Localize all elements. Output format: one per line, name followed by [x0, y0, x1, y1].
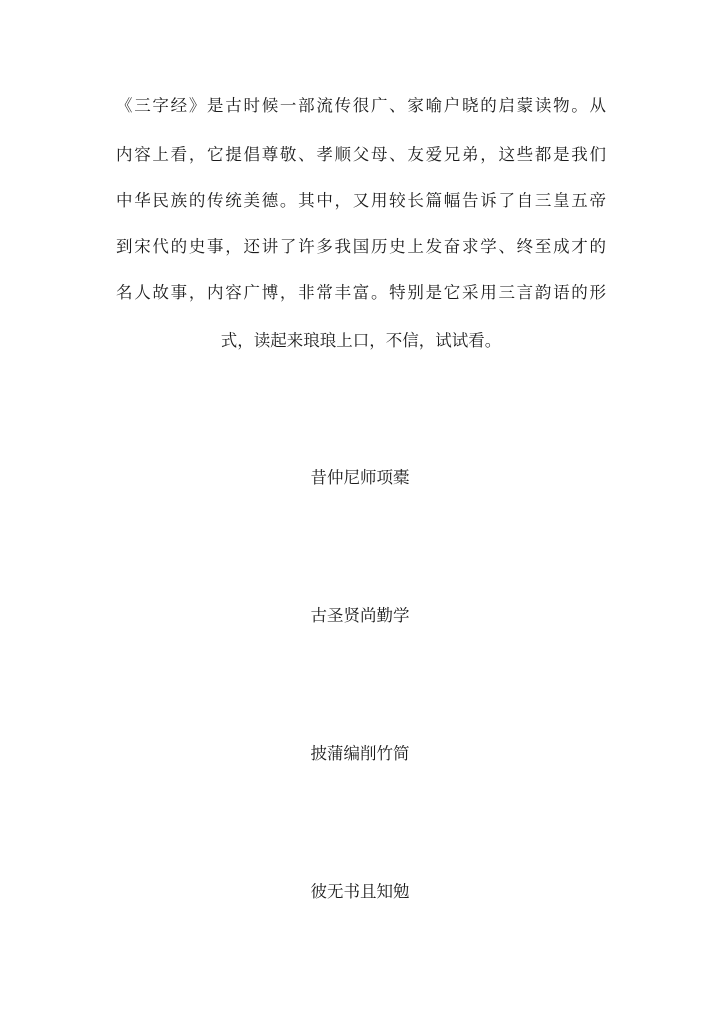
intro-line-2: 内容上看，它提倡尊敬、孝顺父母、友爱兄弟，这些都是我们	[116, 145, 606, 164]
verse-line-2: 古圣贤尚勤学	[310, 606, 410, 625]
verse-line-4: 彼无书且知勉	[310, 882, 410, 901]
intro-line-4: 到宋代的史事，还讲了许多我国历史上发奋求学、终至成才的	[116, 237, 606, 256]
intro-line-5: 名人故事，内容广博，非常丰富。特别是它采用三言韵语的形	[116, 283, 606, 302]
intro-line-6: 式，读起来琅琅上口，不信，试试看。	[220, 331, 502, 350]
intro-line-1: 《三字经》是古时候一部流传很广、家喻户晓的启蒙读物。从	[116, 96, 606, 115]
verse-line-1: 昔仲尼师项橐	[310, 468, 410, 487]
verse-line-3: 披蒲编削竹简	[310, 744, 410, 763]
intro-line-3: 中华民族的传统美德。其中，又用较长篇幅告诉了自三皇五帝	[116, 191, 606, 210]
